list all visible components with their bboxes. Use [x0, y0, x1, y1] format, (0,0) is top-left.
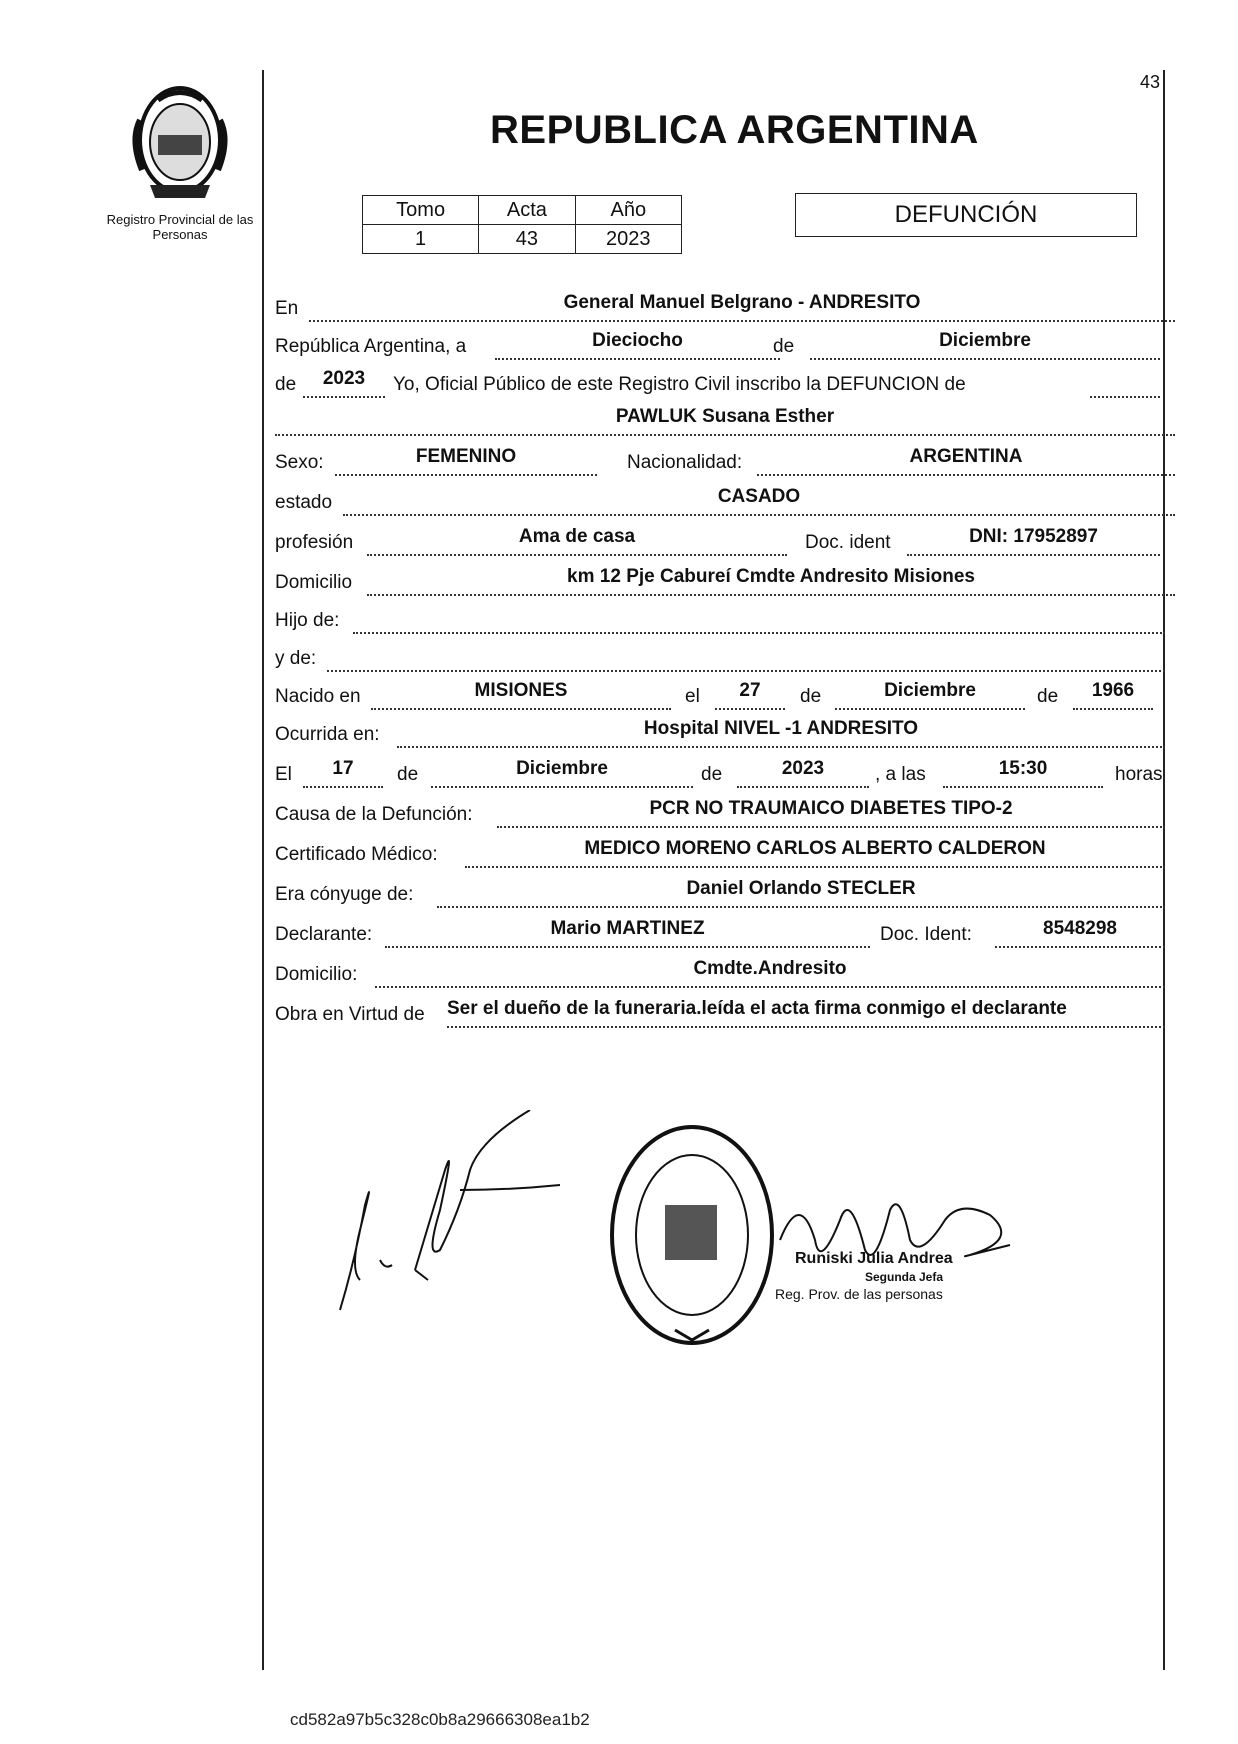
value-causa: PCR NO TRAUMAICO DIABETES TIPO-2 [649, 798, 1013, 819]
value-lugar: General Manuel Belgrano - ANDRESITO [563, 292, 921, 313]
label-doc-ident: Doc. ident [805, 532, 891, 553]
field-profesion [367, 524, 787, 556]
table-row [363, 225, 682, 254]
field-nombre [275, 404, 1175, 436]
row-certificado [275, 836, 1175, 872]
act-type-box: DEFUNCIÓN [795, 193, 1137, 237]
label-sexo: Sexo: [275, 452, 324, 473]
officer-name: Runiski Julia Andrea [795, 1250, 953, 1267]
value-ocurrida-en: Hospital NIVEL -1 ANDRESITO [643, 718, 919, 739]
field-ocurrida-en [397, 716, 1165, 748]
field-lugar [309, 290, 1175, 322]
official-stamp-icon [605, 1120, 780, 1350]
table-cell: 2023 [575, 225, 681, 254]
page-title: REPUBLICA ARGENTINA [490, 108, 979, 152]
row-estado [275, 484, 1175, 520]
label-declarante: Declarante: [275, 924, 373, 945]
label-ocurrida-en: Ocurrida en: [275, 724, 380, 745]
left-margin-line [262, 70, 264, 1670]
label-nacionalidad: Nacionalidad: [627, 452, 743, 473]
row-declarante [275, 916, 1175, 952]
label-hijo-de: Hijo de: [275, 610, 340, 631]
field-domicilio-declarante [375, 956, 1165, 988]
value-doc: DNI: 17952897 [969, 526, 1098, 547]
field-obra [447, 996, 1165, 1028]
field-nac-mes [835, 678, 1025, 710]
value-def-mes: Diciembre [516, 758, 608, 779]
label-conyuge: Era cónyuge de: [275, 884, 414, 905]
row-domicilio [275, 564, 1175, 600]
value-nac-dia: 27 [739, 680, 761, 701]
field-declarante [385, 916, 870, 948]
page-number: 43 [1140, 72, 1161, 92]
label-horas: horas [1115, 764, 1163, 785]
document-hash: cd582a97b5c328c0b8a29666308ea1b2 [290, 1710, 590, 1729]
officer-office: Reg. Prov. de las personas [775, 1286, 943, 1302]
value-conyuge: Daniel Orlando STECLER [686, 878, 916, 899]
value-nacionalidad: ARGENTINA [909, 446, 1023, 467]
value-def-anio: 2023 [781, 758, 825, 779]
field-hijo-de [353, 602, 1165, 634]
field-def-mes [431, 756, 693, 788]
field-dia [495, 328, 780, 360]
label-certificado: Certificado Médico: [275, 844, 438, 865]
field-certificado [465, 836, 1165, 868]
value-certificado: MEDICO MORENO CARLOS ALBERTO CALDERON [584, 838, 1046, 859]
label-de: de [275, 374, 297, 395]
registry-name: Registro Provincial de las Personas [106, 212, 254, 242]
value-declarante: Mario MARTINEZ [550, 918, 705, 939]
row-lugar [275, 290, 1175, 326]
field-conyuge [437, 876, 1165, 908]
row-conyuge [275, 876, 1175, 912]
value-domicilio-declarante: Cmdte.Andresito [693, 958, 847, 979]
value-mes: Diciembre [939, 330, 1031, 351]
row-ocurrida [275, 716, 1175, 752]
value-nacido-en: MISIONES [474, 680, 568, 701]
row-y-de [275, 640, 1175, 676]
field-def-dia [303, 756, 383, 788]
value-nac-anio: 1966 [1091, 680, 1135, 701]
label-de: de [397, 764, 419, 785]
label-y-de: y de: [275, 648, 317, 669]
row-sexo [275, 444, 1175, 480]
value-anio: 2023 [322, 368, 366, 389]
label-de: de [773, 336, 795, 357]
row-profesion [275, 524, 1175, 560]
field-estado [343, 484, 1175, 516]
label-obra: Obra en Virtud de [275, 1004, 425, 1025]
field-nacionalidad [757, 444, 1175, 476]
field-doc [907, 524, 1160, 556]
label-en: En [275, 298, 299, 319]
field-anio [303, 366, 385, 398]
value-obra: Ser el dueño de la funeraria.leída el acta firma conmigo el declarante [447, 998, 1067, 1019]
officer-role: Segunda Jefa [865, 1270, 944, 1284]
field-nacido-en [371, 678, 671, 710]
label-yo: Yo, Oficial Público de este Registro Civil inscribo la DEFUNCION de [393, 374, 966, 395]
label-nacido-en: Nacido en [275, 686, 361, 707]
label-domicilio: Domicilio: [275, 964, 358, 985]
label-republica: República Argentina, a [275, 336, 467, 357]
reference-table [362, 195, 682, 254]
label-el-cap: El [275, 764, 292, 785]
field-domicilio [367, 564, 1175, 596]
row-hijo-de [275, 602, 1175, 638]
label-profesion: profesión [275, 532, 354, 553]
field-def-anio [737, 756, 869, 788]
value-sexo: FEMENINO [415, 446, 517, 467]
row-causa [275, 796, 1175, 832]
field-y-de [327, 640, 1165, 672]
table-header: Tomo [363, 196, 479, 225]
value-dia: Dieciocho [592, 330, 683, 351]
value-profesion: Ama de casa [518, 526, 636, 547]
field-blank [1090, 366, 1160, 398]
row-nacimiento [275, 678, 1175, 714]
row-nombre [275, 404, 1175, 440]
row-fecha-inscripcion [275, 328, 1175, 364]
value-nac-mes: Diciembre [884, 680, 976, 701]
label-doc-ident: Doc. Ident: [880, 924, 972, 945]
row-domicilio-declarante [275, 956, 1175, 992]
label-estado: estado [275, 492, 333, 513]
value-estado: CASADO [717, 486, 801, 507]
provincial-seal-icon [120, 80, 240, 210]
field-sexo [335, 444, 597, 476]
field-causa [497, 796, 1165, 828]
label-de: de [1037, 686, 1059, 707]
value-declarante-doc: 8548298 [1043, 918, 1117, 939]
label-de: de [701, 764, 723, 785]
value-def-dia: 17 [332, 758, 354, 779]
table-cell: 43 [479, 225, 575, 254]
label-a-las: , a las [875, 764, 926, 785]
field-nac-dia [715, 678, 785, 710]
table-header: Año [575, 196, 681, 225]
label-de: de [800, 686, 822, 707]
field-nac-anio [1073, 678, 1153, 710]
field-mes [810, 328, 1160, 360]
table-header: Acta [479, 196, 575, 225]
value-nombre: PAWLUK Susana Esther [615, 406, 835, 427]
label-domicilio: Domicilio [275, 572, 353, 593]
field-declarante-doc [995, 916, 1165, 948]
declarant-signature [320, 1110, 580, 1340]
label-causa: Causa de la Defunción: [275, 804, 473, 825]
row-obra [275, 996, 1175, 1032]
field-def-hora [943, 756, 1103, 788]
value-domicilio: km 12 Pje Cabureí Cmdte Andresito Misiones [567, 566, 975, 587]
row-anio-inscripcion [275, 366, 1175, 402]
table-cell: 1 [363, 225, 479, 254]
value-def-hora: 15:30 [998, 758, 1048, 779]
row-fecha-defuncion [275, 756, 1175, 792]
label-el: el [685, 686, 700, 707]
table-header-row [363, 196, 682, 225]
